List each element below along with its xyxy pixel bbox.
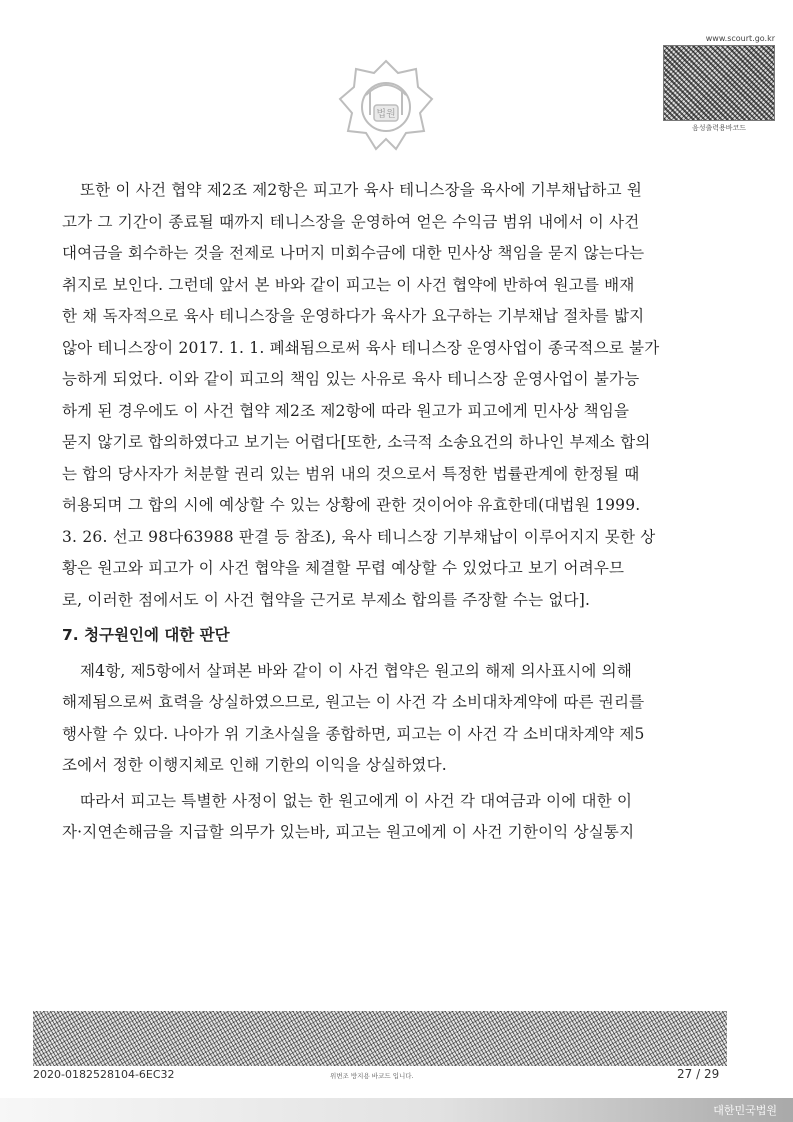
page-number: 27 / 29	[677, 1067, 720, 1081]
document-code: 2020-0182528104-6EC32	[33, 1068, 175, 1081]
footer-band	[0, 1098, 793, 1122]
text-line: 묻지 않기로 합의하였다고 보기는 어렵다[또한, 소극적 소송요건의 하나인 부제소 합의	[62, 433, 651, 451]
text-line: 제4항, 제5항에서 살펴본 바와 같이 이 사건 협약은 원고의 해제 의사표시에 의해	[80, 661, 633, 680]
paragraph-2	[62, 656, 702, 782]
anti-forgery-barcode	[33, 1011, 727, 1066]
anti-forgery-note: 위변조 방지용 바코드 입니다.	[330, 1072, 414, 1080]
text-line: 행사할 수 있다. 나아가 위 기초사실을 종합하면, 피고는 이 사건 각 소비대차계약 제5	[62, 724, 645, 743]
section-heading: 7. 청구원인에 대한 판단	[62, 626, 230, 644]
text-line: 조에서 정한 이행지체로 인해 기한의 이익을 상실하였다.	[62, 756, 447, 774]
text-line: 대여금을 회수하는 것을 전제로 나머지 미회수금에 대한 민사상 책임을 묻지 않는다는	[62, 244, 645, 262]
text-line: 황은 원고와 피고가 이 사건 협약을 체결할 무렵 예상할 수 있었다고 보기 어려우므	[62, 559, 625, 577]
text-line: 해제됨으로써 효력을 상실하였으므로, 원고는 이 사건 각 소비대차계약에 따른 권리를	[62, 693, 645, 711]
text-line: 취지로 보인다. 그런데 앞서 본 바와 같이 피고는 이 사건 협약에 반하여 원고를 배재	[62, 275, 635, 294]
text-line: 하게 된 경우에도 이 사건 협약 제2조 제2항에 따라 원고가 피고에게 민사상 책임을	[62, 401, 630, 420]
voice-barcode-image	[663, 45, 775, 121]
court-name: 대한민국법원	[713, 1104, 777, 1117]
voice-barcode-caption: 음성출력용바코드	[691, 124, 747, 132]
court-url: www.scourt.go.kr	[705, 34, 775, 43]
text-line: 3. 26. 선고 98다63988 판결 등 참조), 육사 테니스장 기부채납이 이루어지지 못한 상	[62, 527, 656, 546]
text-line: 능하게 되었다. 이와 같이 피고의 책임 있는 사유로 육사 테니스장 운영사업이 불가능	[62, 370, 640, 388]
text-line: 따라서 피고는 특별한 사정이 없는 한 원고에게 이 사건 각 대여금과 이에 대한 이	[80, 791, 633, 810]
text-line: 자·지연손해금을 지급할 의무가 있는바, 피고는 원고에게 이 사건 기한이익 상실통지	[62, 823, 635, 841]
text-line: 고가 그 기간이 종료될 때까지 테니스장을 운영하여 얻은 수익금 범위 내에서 이 사건	[62, 212, 640, 231]
voice-barcode-block	[663, 34, 775, 133]
text-line: 한 채 독자적으로 육사 테니스장을 운영하다가 육사가 요구하는 기부채납 절차를 밟지	[62, 307, 645, 325]
court-seal-logo	[336, 55, 436, 155]
seal-text: 법원	[376, 109, 396, 120]
paragraph-1	[62, 175, 702, 616]
document-body	[62, 175, 702, 849]
paragraph-3	[62, 786, 702, 849]
text-line: 또한 이 사건 협약 제2조 제2항은 피고가 육사 테니스장을 육사에 기부채납하고 원	[80, 181, 643, 199]
text-line: 허용되며 그 합의 시에 예상할 수 있는 상황에 관한 것이어야 유효한데(대법원 1999.	[62, 496, 641, 514]
text-line: 않아 테니스장이 2017. 1. 1. 폐쇄됨으로써 육사 테니스장 운영사업이 종국적으로 불가	[62, 338, 660, 357]
text-line: 로, 이러한 점에서도 이 사건 협약을 근거로 부제소 합의를 주장할 수는 없다].	[62, 590, 591, 609]
text-line: 는 합의 당사자가 처분할 권리 있는 범위 내의 것으로서 특정한 법률관계에 한정될 때	[62, 464, 640, 483]
